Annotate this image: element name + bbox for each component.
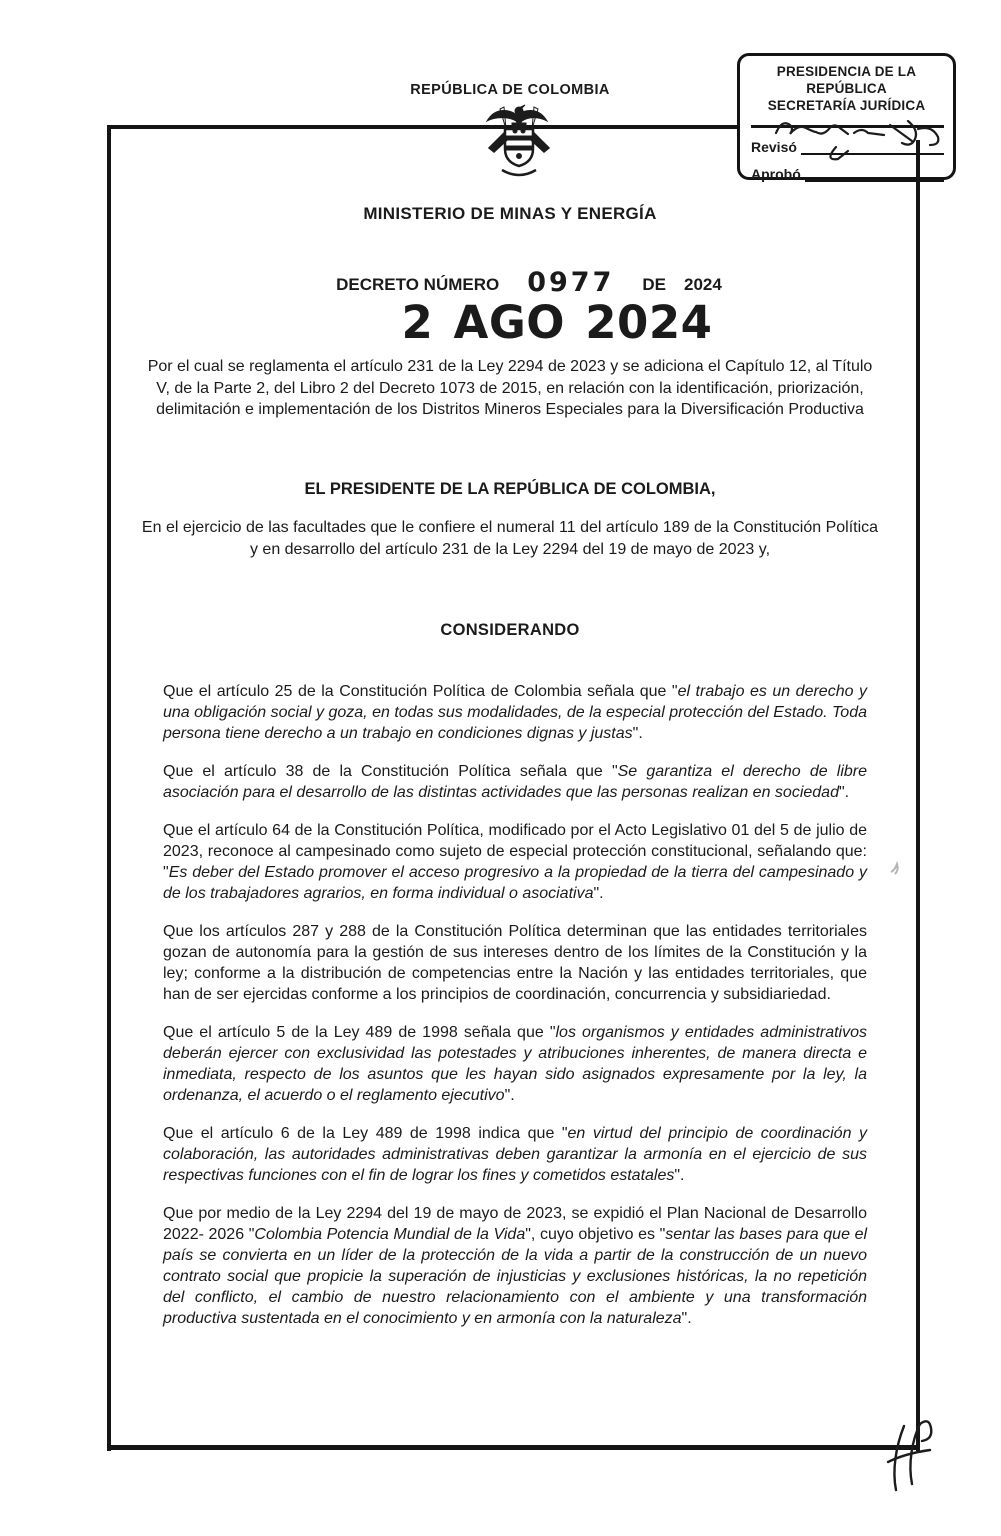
decree-number-row [174, 264, 884, 298]
preamble-text: En el ejercicio de las facultades que le confiere el numeral 11 del artículo 189 de la Constitución Política y en desarrollo del artículo 231 de la Ley 2294 del 19 de mayo de 2023 y, [141, 519, 879, 558]
paragraph-articulo-64: Que el artículo 64 de la Constitución Política, modificado por el Acto Legislativo 01 del 5 de julio de 2023, reconoce al campesinado como sujeto de especial protección constitucional, señalando que: "Es deber del Estado promover el acceso progresivo a la propiedad de la tierra del campesinado y de los trabajadores agrarios, en forma individual o asociativa". [163, 822, 867, 902]
ministry-title: MINISTERIO DE MINAS Y ENERGÍA [363, 204, 657, 223]
stamp-title-line2: SECRETARÍA JURÍDICA [767, 98, 926, 113]
considering-heading: CONSIDERANDO [440, 621, 580, 639]
paragraph-articulo-38: Que el artículo 38 de la Constitución Política señala que "Se garantiza el derecho de libre asociación para el desarrollo de las distintas actividades que las personas realizan en sociedad". [163, 763, 868, 801]
reviso-label: Revisó [751, 139, 797, 155]
decree-subject: Por el cual se reglamenta el artículo 231 de la Ley 2294 de 2023 y se adiciona el Capítulo 12, al Título V, de la Parte 2, del Libro 2 del Decreto 1073 de 2015, en relación con la identificación, priorización, delimitación e implementación de los Distritos Mineros Especiales para la Diversificación Productiva [147, 358, 873, 418]
decree-number-stamp: 0977 [527, 267, 615, 298]
paragraph-ley-2294-pnd: Que por medio de la Ley 2294 del 19 de mayo de 2023, se expidió el Plan Nacional de Desarrollo 2022- 2026 "Colombia Potencia Mundial de la Vida", cuyo objetivo es "sentar las bases para que el país se convierta en un líder de la protección de la vida a partir de la construcción de un nuevo contrato social que propicie la superación de injusticias y exclusiones históricas, la no repetición del conflicto, el cambio de nuestro relacionamiento con el ambiente y una transformación productiva sustentada en el conocimiento y en armonía con la naturaleza". [163, 1205, 868, 1327]
decree-year: 2024 [684, 275, 722, 294]
date-stamp: 2 AGO 2024 [401, 296, 713, 349]
aprobo-label: Aprobó [751, 166, 801, 182]
reviso-signature [770, 103, 956, 182]
decree-label: DECRETO NÚMERO [336, 275, 500, 294]
republic-header: REPÚBLICA DE COLOMBIA [410, 82, 610, 98]
president-heading: EL PRESIDENTE DE LA REPÚBLICA DE COLOMBIA, [304, 480, 716, 498]
considering-paragraphs [163, 681, 867, 1346]
paragraph-articulo-25: Que el artículo 25 de la Constitución Política de Colombia señala que "el trabajo es un derecho y una obligación social y goza, en todas sus modalidades, de la especial protección del Estado. Toda persona tiene derecho a un trabajo en condiciones dignas y justas". [163, 683, 867, 742]
page-border-right [916, 140, 920, 1451]
paragraph-ley-489-art5: Que el artículo 5 de la Ley 489 de 1998 señala que "los organismos y entidades administrativos deberán ejercer con exclusividad las potestades y atribuciones inherentes, de manera directa e inmediata, respecto de los asuntos que les hayan sido asignados expresamente por la ley, la ordenanza, el acuerdo o el reglamento ejecutivo". [163, 1024, 868, 1104]
page-border-bottom [107, 1445, 920, 1450]
page-border-left [107, 125, 111, 1451]
stamp-title-line1: PRESIDENCIA DE LA REPÚBLICA [776, 64, 917, 96]
paragraph-ley-489-art6: Que el artículo 6 de la Ley 489 de 1998 indica que "en virtud del principio de coordinación y colaboración, las autoridades administrativas deben garantizar la armonía en el ejercicio de sus respectivas funciones con el fin de lograr los fines y cometidos estatales". [163, 1125, 867, 1184]
colombia-coat-of-arms-icon [482, 98, 556, 191]
scan-artifact [888, 860, 902, 881]
paragraph-articulos-287-288: Que los artículos 287 y 288 de la Constitución Política determinan que las entidades territoriales gozan de autonomía para la gestión de sus intereses dentro de los límites de la Constitución y la ley; conforme a la distribución de competencias entre la Nación y las entidades territoriales, que han de ser ejercidas conforme a los principios de coordinación, concurrencia y subsidiariedad. [163, 923, 867, 1003]
handwritten-initials [880, 1414, 942, 1507]
decree-of-label: DE [642, 275, 667, 294]
